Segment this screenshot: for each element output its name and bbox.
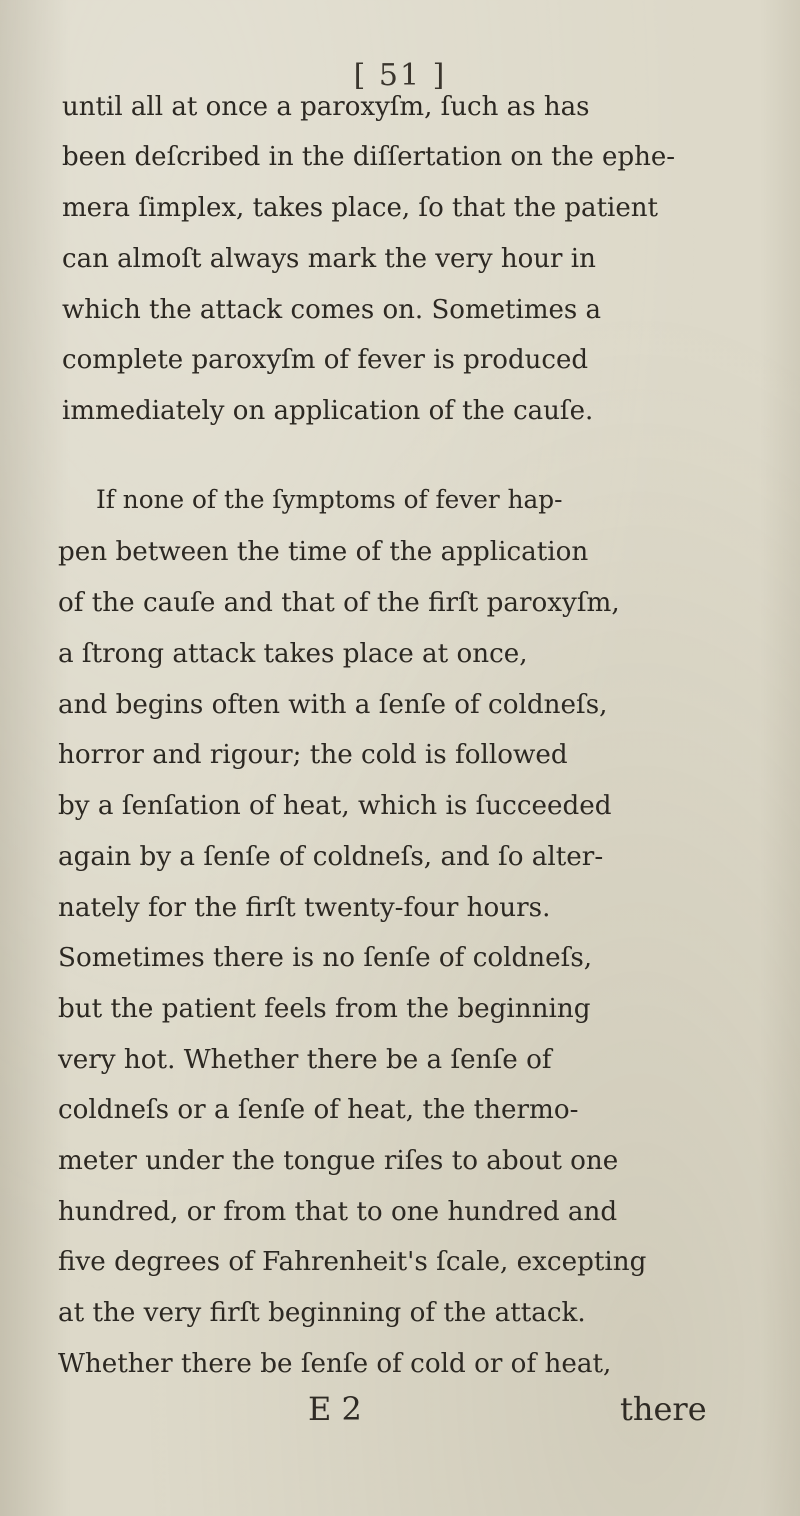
- text-line: been deſcribed in the diſſertation on the ephe-: [62, 142, 676, 172]
- text-line: again by a ſenſe of coldneſs, and ſo alter-: [58, 842, 604, 872]
- page-footer: [0, 1390, 800, 1430]
- page-number: [ 51 ]: [353, 58, 447, 93]
- text-line: five degrees of Fahrenheit's ſcale, excepting: [58, 1247, 647, 1277]
- text-line: pen between the time of the application: [58, 537, 589, 567]
- text-line: a ſtrong attack takes place at once,: [58, 639, 528, 669]
- text-line: hundred, or from that to one hundred and: [58, 1197, 618, 1227]
- text-line: can almoſt always mark the very hour in: [62, 244, 596, 274]
- text-line: meter under the tongue riſes to about one: [58, 1146, 619, 1176]
- text-line: horror and rigour; the cold is followed: [58, 740, 568, 770]
- text-line: immediately on application of the cauſe.: [62, 396, 594, 426]
- text-line: of the cauſe and that of the firſt paroxyſm,: [58, 588, 620, 618]
- text-line: Whether there be ſenſe of cold or of heat,: [58, 1349, 612, 1379]
- catchword: there: [620, 1390, 707, 1428]
- text-line: which the attack comes on. Sometimes a: [62, 295, 602, 325]
- text-line: very hot. Whether there be a ſenſe of: [58, 1045, 552, 1075]
- text-line: nately for the firſt twenty-four hours.: [58, 893, 551, 923]
- text-line: until all at once a paroxyſm, ſuch as has: [62, 92, 590, 122]
- text-line: at the very firſt beginning of the attack.: [58, 1298, 586, 1328]
- text-line: If none of the ſymptoms of fever hap-: [96, 485, 563, 514]
- signature-mark: E 2: [308, 1390, 362, 1428]
- text-line: but the patient feels from the beginning: [58, 994, 591, 1024]
- text-line: by a ſenſation of heat, which is ſucceeded: [58, 791, 612, 821]
- text-line: complete paroxyſm of fever is produced: [62, 345, 589, 375]
- text-line: coldneſs or a ſenſe of heat, the thermo-: [58, 1095, 579, 1125]
- text-line: and begins often with a ſenſe of coldneſs,: [58, 690, 608, 720]
- text-line: mera ſimplex, takes place, ſo that the patient: [62, 193, 658, 223]
- text-line: Sometimes there is no ſenſe of coldneſs,: [58, 943, 593, 973]
